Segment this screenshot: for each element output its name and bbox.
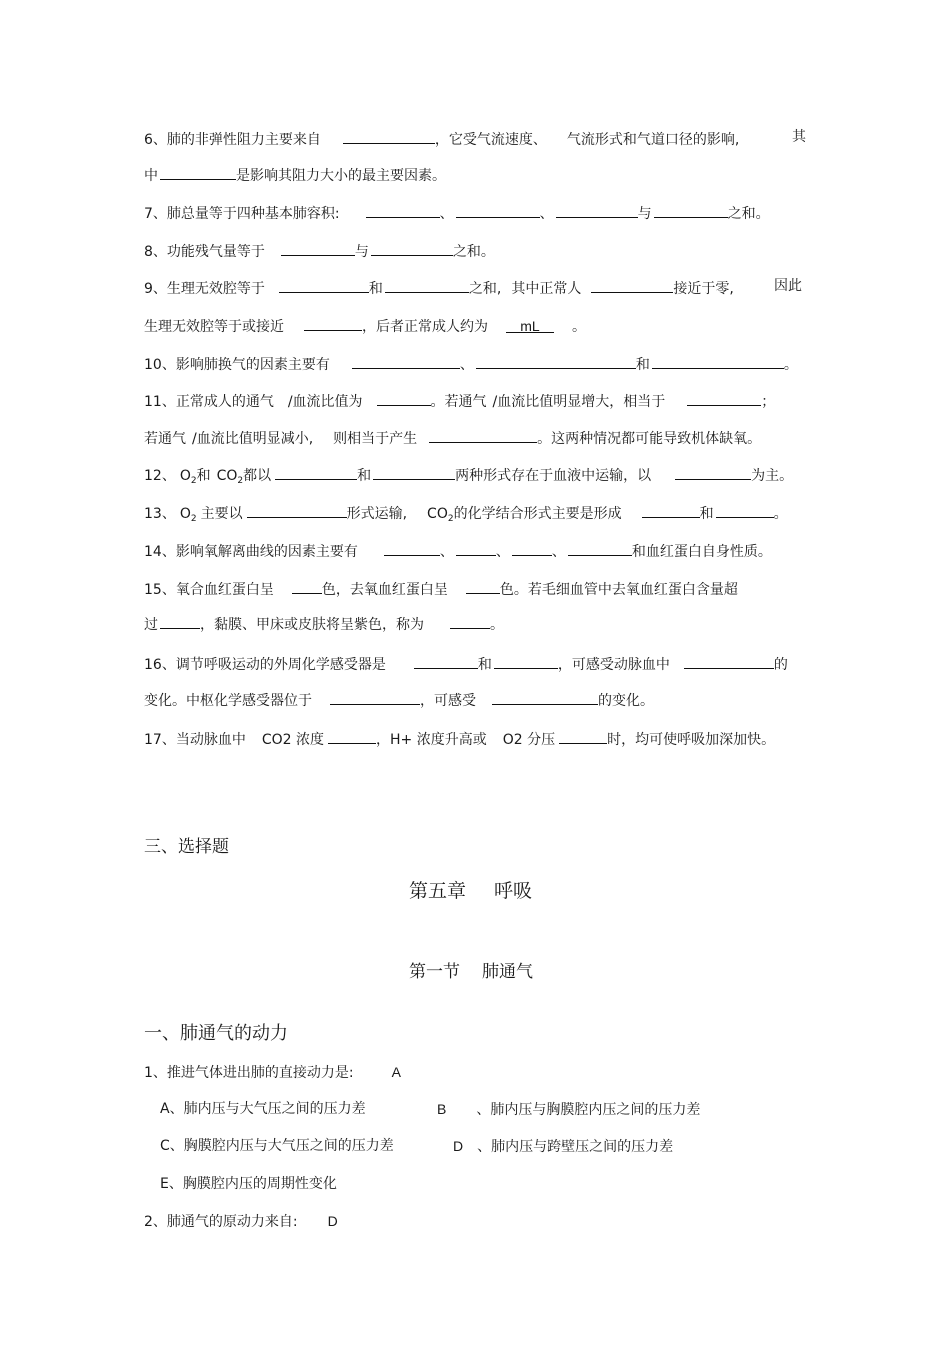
mcq1-answer: A <box>391 1064 401 1080</box>
q10-blank-3[interactable] <box>652 353 784 369</box>
mcq1-option-d-letter: D <box>453 1138 464 1154</box>
q9-blank-2[interactable] <box>385 277 469 293</box>
q6-blank-2[interactable] <box>160 164 236 180</box>
q6-line2 <box>144 164 446 182</box>
q7-blank-4[interactable] <box>654 202 728 218</box>
q6-blank-1[interactable] <box>343 128 435 144</box>
q11-text: 11、正常成人的通气 <box>144 394 274 410</box>
q10-line <box>144 353 798 371</box>
q6-text: 6、肺的非弹性阻力主要来自 <box>144 132 321 148</box>
q13-co2-sub: 2 <box>447 514 454 524</box>
q7-text: 7、肺总量等于四种基本肺容积: <box>144 206 340 222</box>
q7-blank-3[interactable] <box>556 202 638 218</box>
q11-text: /血流比值为 <box>287 394 363 410</box>
q13-blank-3[interactable] <box>716 502 774 518</box>
q15-text: ，黏膜、甲床或皮肤将呈紫色，称为 <box>200 617 424 633</box>
q11-text: 。若通气 <box>430 394 487 410</box>
q12-text: 12、 <box>144 468 176 484</box>
q12-text: 两种形式存在于血液中运输，以 <box>455 468 652 484</box>
q9-text: 接近于零, <box>673 281 734 297</box>
q14-text: 和血红蛋白自身性质。 <box>631 544 772 560</box>
q13-text: 。 <box>773 506 788 522</box>
q17-text: CO2 浓度 <box>261 732 324 748</box>
q16-blank-3[interactable] <box>684 653 774 669</box>
q11-text: 。这两种情况都可能导致机体缺氧。 <box>537 431 762 447</box>
q16-text: 的变化。 <box>598 693 654 709</box>
q6-text: ，它受气流速度、 <box>434 132 547 148</box>
q16-blank-2[interactable] <box>494 653 558 669</box>
q17-blank-1[interactable] <box>328 728 376 744</box>
q16-text: ，可感受 <box>420 693 476 709</box>
q14-line <box>144 540 772 558</box>
mcq1-option-d-text: 、肺内压与跨壁压之间的压力差 <box>477 1139 674 1155</box>
q13-text: 形式运输, <box>346 506 408 522</box>
q15-line1 <box>144 578 738 596</box>
q14-blank-2[interactable] <box>456 540 496 556</box>
q12-sep: 和 <box>357 468 372 484</box>
q9-line2 <box>144 315 586 333</box>
q17-text: 时，均可使呼吸加深加快。 <box>607 732 776 748</box>
mcq2-answer: D <box>327 1213 338 1229</box>
q10-blank-1[interactable] <box>352 353 460 369</box>
mcq1-option-a[interactable]: A、肺内压与大气压之间的压力差 <box>160 1101 366 1117</box>
q11-blank-2[interactable] <box>687 390 761 406</box>
q6-line1 <box>144 128 739 146</box>
section-name: 肺通气 <box>482 962 533 982</box>
q9-blank-3[interactable] <box>591 277 673 293</box>
q16-blank-1[interactable] <box>414 653 478 669</box>
q13-blank-1[interactable] <box>247 502 347 518</box>
q13-o2-sub: 2 <box>190 514 197 524</box>
q12-blank-2[interactable] <box>373 464 455 480</box>
q15-blank-2[interactable] <box>466 578 500 594</box>
q7-sep: 与 <box>637 206 652 222</box>
q9-text: 。 <box>572 319 586 335</box>
q17-line <box>144 728 775 746</box>
q16-text: ，可感受动脉血中 <box>557 657 670 673</box>
q7-sep: 、 <box>539 206 554 222</box>
q13-co2: CO <box>427 506 448 522</box>
q7-blank-2[interactable] <box>456 202 540 218</box>
q6-text: 是影响其阻力大小的最主要因素。 <box>236 168 446 184</box>
mcq1-option-c[interactable]: C、胸膜腔内压与大气压之间的压力差 <box>160 1138 394 1154</box>
q10-sep: 和 <box>635 357 650 373</box>
q12-o2-sub: 2 <box>190 476 197 486</box>
q16-blank-5[interactable] <box>492 689 598 705</box>
q12-co2: CO <box>216 468 238 484</box>
q11-line2 <box>144 427 761 445</box>
q14-blank-3[interactable] <box>512 540 552 556</box>
mcq1-option-d[interactable] <box>453 1137 673 1155</box>
q16-text: 16、调节呼吸运动的外周化学感受器是 <box>144 657 386 673</box>
q12-co2-sub: 2 <box>237 476 244 486</box>
q16-line2 <box>144 689 654 707</box>
mcq1-stem: 1、推进气体进出肺的直接动力是: <box>144 1065 354 1081</box>
q9-sep: 和 <box>368 281 383 297</box>
chapter-title <box>409 878 532 904</box>
q13-text: 的化学结合形式主要是形成 <box>453 506 622 522</box>
q11-text: /血流比值明显增大，相当于 <box>492 394 666 410</box>
q9-line1 <box>144 277 734 295</box>
q16-line1 <box>144 653 788 671</box>
section-title <box>409 961 533 983</box>
q11-text: /血流比值明显减小, <box>192 431 314 447</box>
q7-line <box>144 202 770 220</box>
q10-sep: 、 <box>459 357 474 373</box>
q15-blank-1[interactable] <box>292 578 322 594</box>
q15-blank-4[interactable] <box>450 613 490 629</box>
q8-line <box>144 240 495 258</box>
q7-blank-1[interactable] <box>366 202 440 218</box>
q7-text: 之和。 <box>727 206 770 222</box>
chapter-number: 第五章 <box>409 880 467 902</box>
mcq1-option-e[interactable]: E、胸膜腔内压的周期性变化 <box>160 1176 337 1192</box>
q16-sep: 和 <box>477 657 492 673</box>
q9-line1-end: 因此 <box>774 278 802 294</box>
q10-text: 10、影响肺换气的因素主要有 <box>144 357 330 373</box>
q8-sep: 与 <box>354 244 369 260</box>
q12-o2: O <box>179 468 191 484</box>
q14-sep: 、 <box>439 544 454 560</box>
q15-blank-3[interactable] <box>160 613 200 629</box>
q7-sep: 、 <box>439 206 454 222</box>
q13-o2: O <box>179 506 191 522</box>
q6-text: 中 <box>144 168 158 184</box>
q16-blank-4[interactable] <box>330 689 420 705</box>
mcq1-stem-line <box>144 1063 401 1081</box>
mcq2-stem-line <box>144 1212 338 1230</box>
q13-blank-2[interactable] <box>642 502 700 518</box>
q9-answer-ml[interactable]: mL <box>506 317 554 333</box>
q9-blank-4[interactable] <box>304 315 362 331</box>
q14-blank-4[interactable] <box>568 540 632 556</box>
q10-text: 。 <box>783 357 798 373</box>
q9-text: ，后者正常成人约为 <box>362 319 488 335</box>
q11-blank-1[interactable] <box>377 390 431 406</box>
q9-text: 之和, <box>468 281 502 297</box>
q9-text: 其中正常人 <box>511 281 582 297</box>
q8-blank-1[interactable] <box>281 240 355 256</box>
q8-text: 之和。 <box>452 244 495 260</box>
q6-line1-end: 其 <box>792 129 806 145</box>
q15-line2 <box>144 613 504 631</box>
section-heading-choice: 三、选择题 <box>144 837 229 857</box>
q11-text: 若通气 <box>144 431 186 447</box>
q17-text: ，H+ 浓度升高或 <box>375 732 487 748</box>
q9-blank-1[interactable] <box>279 277 369 293</box>
mcq1-option-b-text: 、肺内压与胸膜腔内压之间的压力差 <box>476 1102 701 1118</box>
q9-text: 生理无效腔等于或接近 <box>144 319 284 335</box>
q8-text: 8、功能残气量等于 <box>144 244 265 260</box>
q13-text: 13、 <box>144 506 176 522</box>
q6-text: 气流形式和气道口径的影响, <box>566 132 740 148</box>
q12-blank-3[interactable] <box>675 464 751 480</box>
q12-blank-1[interactable] <box>275 464 357 480</box>
q14-blank-1[interactable] <box>384 540 440 556</box>
q13-text: 主要以 <box>200 506 243 522</box>
q8-blank-2[interactable] <box>371 240 453 256</box>
q9-text: 9、生理无效腔等于 <box>144 281 265 297</box>
q11-line1 <box>144 390 775 408</box>
q16-text: 的 <box>773 657 788 673</box>
q11-text: ； <box>761 394 776 410</box>
mcq1-option-b[interactable] <box>437 1100 700 1118</box>
q14-sep: 、 <box>551 544 566 560</box>
q17-text: 17、当动脉血中 <box>144 732 246 748</box>
q13-line <box>144 502 788 524</box>
section-number: 第一节 <box>409 962 460 982</box>
q15-text: 色，去氧血红蛋白呈 <box>321 582 448 598</box>
mcq2-stem: 2、肺通气的原动力来自: <box>144 1214 298 1230</box>
q12-line <box>144 464 794 486</box>
q15-text: 过 <box>144 617 158 633</box>
q11-blank-3[interactable] <box>429 427 537 443</box>
q15-text: 15、氧合血红蛋白呈 <box>144 582 274 598</box>
chapter-name: 呼吸 <box>494 880 533 902</box>
q13-sep: 和 <box>699 506 714 522</box>
q14-text: 14、影响氧解离曲线的因素主要有 <box>144 544 358 560</box>
subsection-heading: 一、肺通气的动力 <box>144 1023 288 1044</box>
q17-text: O2 分压 <box>502 732 556 748</box>
q14-sep: 、 <box>495 544 510 560</box>
q10-blank-2[interactable] <box>476 353 636 369</box>
mcq1-option-b-letter: B <box>437 1101 447 1117</box>
q15-text: 色。若毛细血管中去氧血红蛋白含量超 <box>499 582 738 598</box>
q12-text: 和 <box>196 468 211 484</box>
q15-text: 。 <box>490 617 504 633</box>
q12-text: 都以 <box>243 468 272 484</box>
q17-blank-2[interactable] <box>559 728 607 744</box>
q16-text: 变化。中枢化学感受器位于 <box>144 693 312 709</box>
q11-text: 则相当于产生 <box>333 431 418 447</box>
q12-text: 为主。 <box>751 468 794 484</box>
